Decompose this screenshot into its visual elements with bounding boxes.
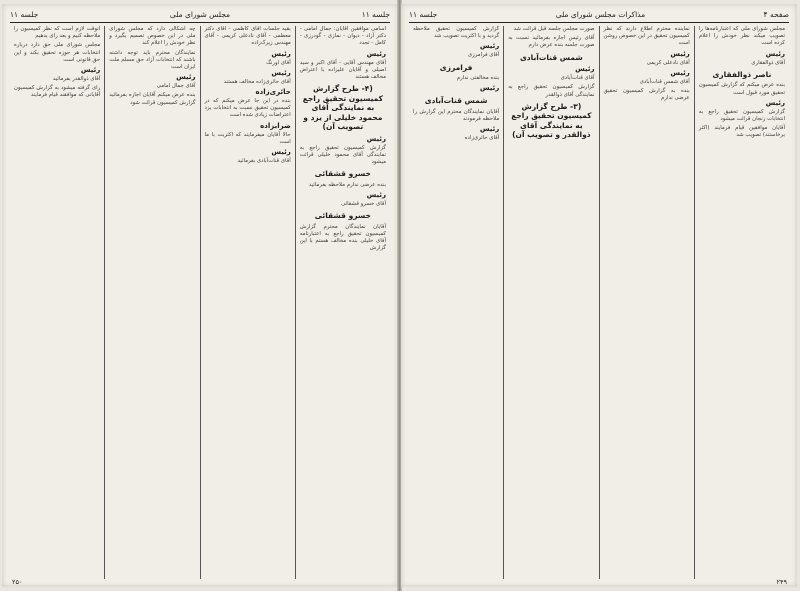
paragraph: آقای قنات‌آبادی بفرمائید bbox=[237, 158, 291, 165]
left-header-center: مجلس شورای ملی bbox=[169, 10, 231, 19]
left-page-column-1 bbox=[295, 26, 390, 579]
speaker-name: رئیس bbox=[176, 73, 196, 82]
right-header-left: جلسه ۱۱ bbox=[409, 10, 438, 19]
paragraph: آقای حائری‌زاده bbox=[464, 135, 500, 142]
speaker-name: ضرابزاده bbox=[260, 121, 291, 130]
right-page-header bbox=[409, 8, 789, 23]
speaker-name: رئیس bbox=[366, 134, 386, 143]
left-page-column-3 bbox=[104, 26, 199, 579]
right-page-column-4 bbox=[409, 26, 503, 579]
section-heading: ناصر ذوالفقاری bbox=[712, 69, 772, 79]
paragraph: آقای خسرو قشقائی bbox=[341, 201, 386, 208]
right-page-column-2 bbox=[599, 26, 694, 579]
paragraph: بنده عرض میکنم آقایان اجازه بفرمائید گزارش کمیسیون قرائت شود bbox=[109, 92, 196, 106]
section-heading: خسرو قشقائی bbox=[314, 211, 371, 221]
left-page-column-4 bbox=[10, 26, 104, 579]
paragraph: آقای نادعلی کریمی bbox=[646, 59, 690, 66]
speaker-name: رئیس bbox=[479, 125, 500, 134]
speaker-name: رئیس bbox=[271, 148, 291, 157]
speaker-name: رئیس bbox=[479, 84, 500, 93]
paragraph: آقای اورنگ bbox=[266, 59, 291, 66]
paragraph: گزارش کمیسیون تحقیق راجع به نمایندگی آقای ذوالقدر bbox=[508, 84, 595, 98]
left-page-header bbox=[10, 8, 390, 23]
speaker-name: رئیس bbox=[366, 191, 386, 200]
paragraph: آقای فرامرزی bbox=[467, 52, 500, 59]
section-heading: شمس قنات‌آبادی bbox=[424, 96, 488, 106]
paragraph: صورت مجلس جلسه قبل قرائت شد bbox=[513, 26, 595, 32]
section-heading: (۳- طرح گزارش کمیسیون تحقیق راجع به نمایندگی آقای ذوالقدر و تصویب آن) bbox=[511, 101, 592, 140]
left-page-columns bbox=[10, 26, 390, 579]
right-header-center: مذاکرات مجلس شورای ملی bbox=[555, 10, 646, 19]
paragraph: آنوقت لازم است که نظر کمیسیون را ملاحظه کنیم و بعد رای بدهیم bbox=[14, 26, 101, 40]
paragraph: مجلس شورای ملی حق دارد درباره انتخابات هر حوزه تحقیق بکند و این حق قانونی است bbox=[14, 42, 101, 63]
section-heading: فرامرزی bbox=[439, 62, 473, 72]
paragraph: بنده مخالفتی ندارم bbox=[456, 75, 500, 82]
paragraph: گزارش کمیسیون تحقیق راجع به نمایندگی آقای محمود خلیلی قرائت میشود bbox=[299, 144, 386, 166]
left-page bbox=[2, 4, 398, 587]
right-header-right: صفحه ۴ bbox=[763, 10, 789, 19]
paragraph: حالا آقایان میفرمایند که اکثریت با ما است bbox=[204, 131, 291, 145]
paragraph: آقای قنات‌آبادی bbox=[560, 75, 595, 82]
section-heading: شمس قنات‌آبادی bbox=[519, 52, 583, 62]
right-page-column-1 bbox=[694, 26, 789, 579]
left-header-left: جلسه ۱۱ bbox=[10, 10, 39, 19]
speaker-name: رئیس bbox=[271, 68, 291, 77]
paragraph: آقای مهندس آقایی - آقای اکبر و سید اصیلی و آقایان علیزاده با اعتراض مخالف هستند bbox=[299, 59, 386, 81]
paragraph: بنده عرضی ندارم ملاحظه بفرمائید bbox=[308, 181, 386, 188]
paragraph: آقای ذوالفقاری bbox=[751, 59, 785, 66]
speaker-name: رئیس bbox=[366, 49, 386, 58]
paragraph: نمایندگان محترم باید توجه داشته باشند که انتخابات آزاد حق مسلم ملت ایران است bbox=[109, 49, 196, 71]
speaker-name: حائری‌زاده bbox=[255, 88, 291, 97]
paragraph: آقایان نمایندگان محترم این گزارش را ملاحظه فرمودند bbox=[413, 108, 500, 123]
speaker-name: رئیس bbox=[271, 49, 291, 58]
right-page-columns bbox=[409, 26, 789, 579]
right-page bbox=[401, 4, 797, 587]
section-heading: (۴- طرح گزارش کمیسیون تحقیق راجع به نمایندگی آقای محمود خلیلی از یزد و تصویب آن) bbox=[302, 84, 384, 132]
speaker-name: رئیس bbox=[670, 49, 690, 58]
paragraph: آقایان نمایندگان محترم گزارش کمیسیون تحقیق راجع به اعتبارنامه آقای خلیلی بنده مخالف هستم با این گزارش bbox=[299, 223, 386, 252]
paragraph: آقای ذوالقدر بفرمائید bbox=[52, 76, 101, 83]
paragraph: آقای شمس قنات‌آبادی bbox=[639, 78, 690, 85]
speaker-name: رئیس bbox=[765, 49, 785, 58]
speaker-name: رئیس bbox=[670, 68, 690, 77]
paragraph: گزارش کمیسیون تحقیق راجع به انتخابات زنجان قرائت میشود bbox=[698, 108, 785, 122]
paragraph: آقای رئیس اجازه بفرمائید نسبت به صورت جلسه بنده عرض دارم bbox=[508, 35, 595, 49]
section-heading: خسرو قشقائی bbox=[314, 169, 371, 179]
paragraph: بنده در این جا عرض میکنم که در کمیسیون تحقیق نسبت به انتخابات یزد اعتراضات زیادی شده است bbox=[204, 98, 291, 119]
paragraph: بقیه جلسات آقای کاظمی - آقای دکتر معظمی - آقای نادعلی کریمی - آقای مهندس زیرک‌زاده bbox=[204, 26, 291, 47]
paragraph: مجلس شورای ملی که اعتبارنامه‌ها را تصویب میکند نظر خودش را اعلام کرده است bbox=[698, 26, 785, 47]
paragraph: چه اشکالی دارد که مجلس شورای ملی در این خصوص تصمیم بگیرد و نظر خودش را اعلام کند bbox=[109, 26, 196, 47]
speaker-name: رئیس bbox=[80, 66, 101, 75]
paragraph: بنده به گزارش کمیسیون تحقیق عرضی ندارم bbox=[603, 88, 690, 102]
left-page-number: ۲۵۰ bbox=[12, 578, 23, 586]
paragraph: آقای حائری‌زاده مخالف هستند bbox=[223, 78, 291, 85]
left-page-column-2 bbox=[200, 26, 295, 579]
paragraph: نماینده محترم اطلاع دارند که نظر کمیسیون تحقیق در این خصوص روشن است bbox=[603, 26, 690, 47]
speaker-name: رئیس bbox=[575, 65, 595, 74]
speaker-name: رئیس bbox=[479, 42, 500, 51]
paragraph: بنده عرض میکنم که گزارش کمیسیون تحقیق مورد قبول است bbox=[698, 82, 785, 96]
paragraph: گزارش کمیسیون تحقیق ملاحظه گردید و با اکثریت تصویب شد bbox=[413, 26, 500, 40]
right-page-number: ۲۴۹ bbox=[776, 578, 787, 586]
right-page-column-3 bbox=[503, 26, 598, 579]
paragraph: آقایان موافقین قیام فرمایند (اکثر برخاستند) تصویب شد bbox=[698, 125, 785, 139]
paragraph: رای گرفته میشود به گزارش کمیسیون آقایانی که موافقند قیام فرمایند bbox=[14, 85, 101, 99]
paragraph: اسامی موافقین آقایان: جمال امامی - دکتر آزاد - دیوان - نمازی - گودرزی - کامل - تجدد bbox=[299, 26, 386, 47]
paragraph: آقای جمال امامی bbox=[156, 83, 196, 90]
speaker-name: رئیس bbox=[765, 98, 785, 107]
left-header-right: جلسه ۱۱ bbox=[361, 10, 390, 19]
